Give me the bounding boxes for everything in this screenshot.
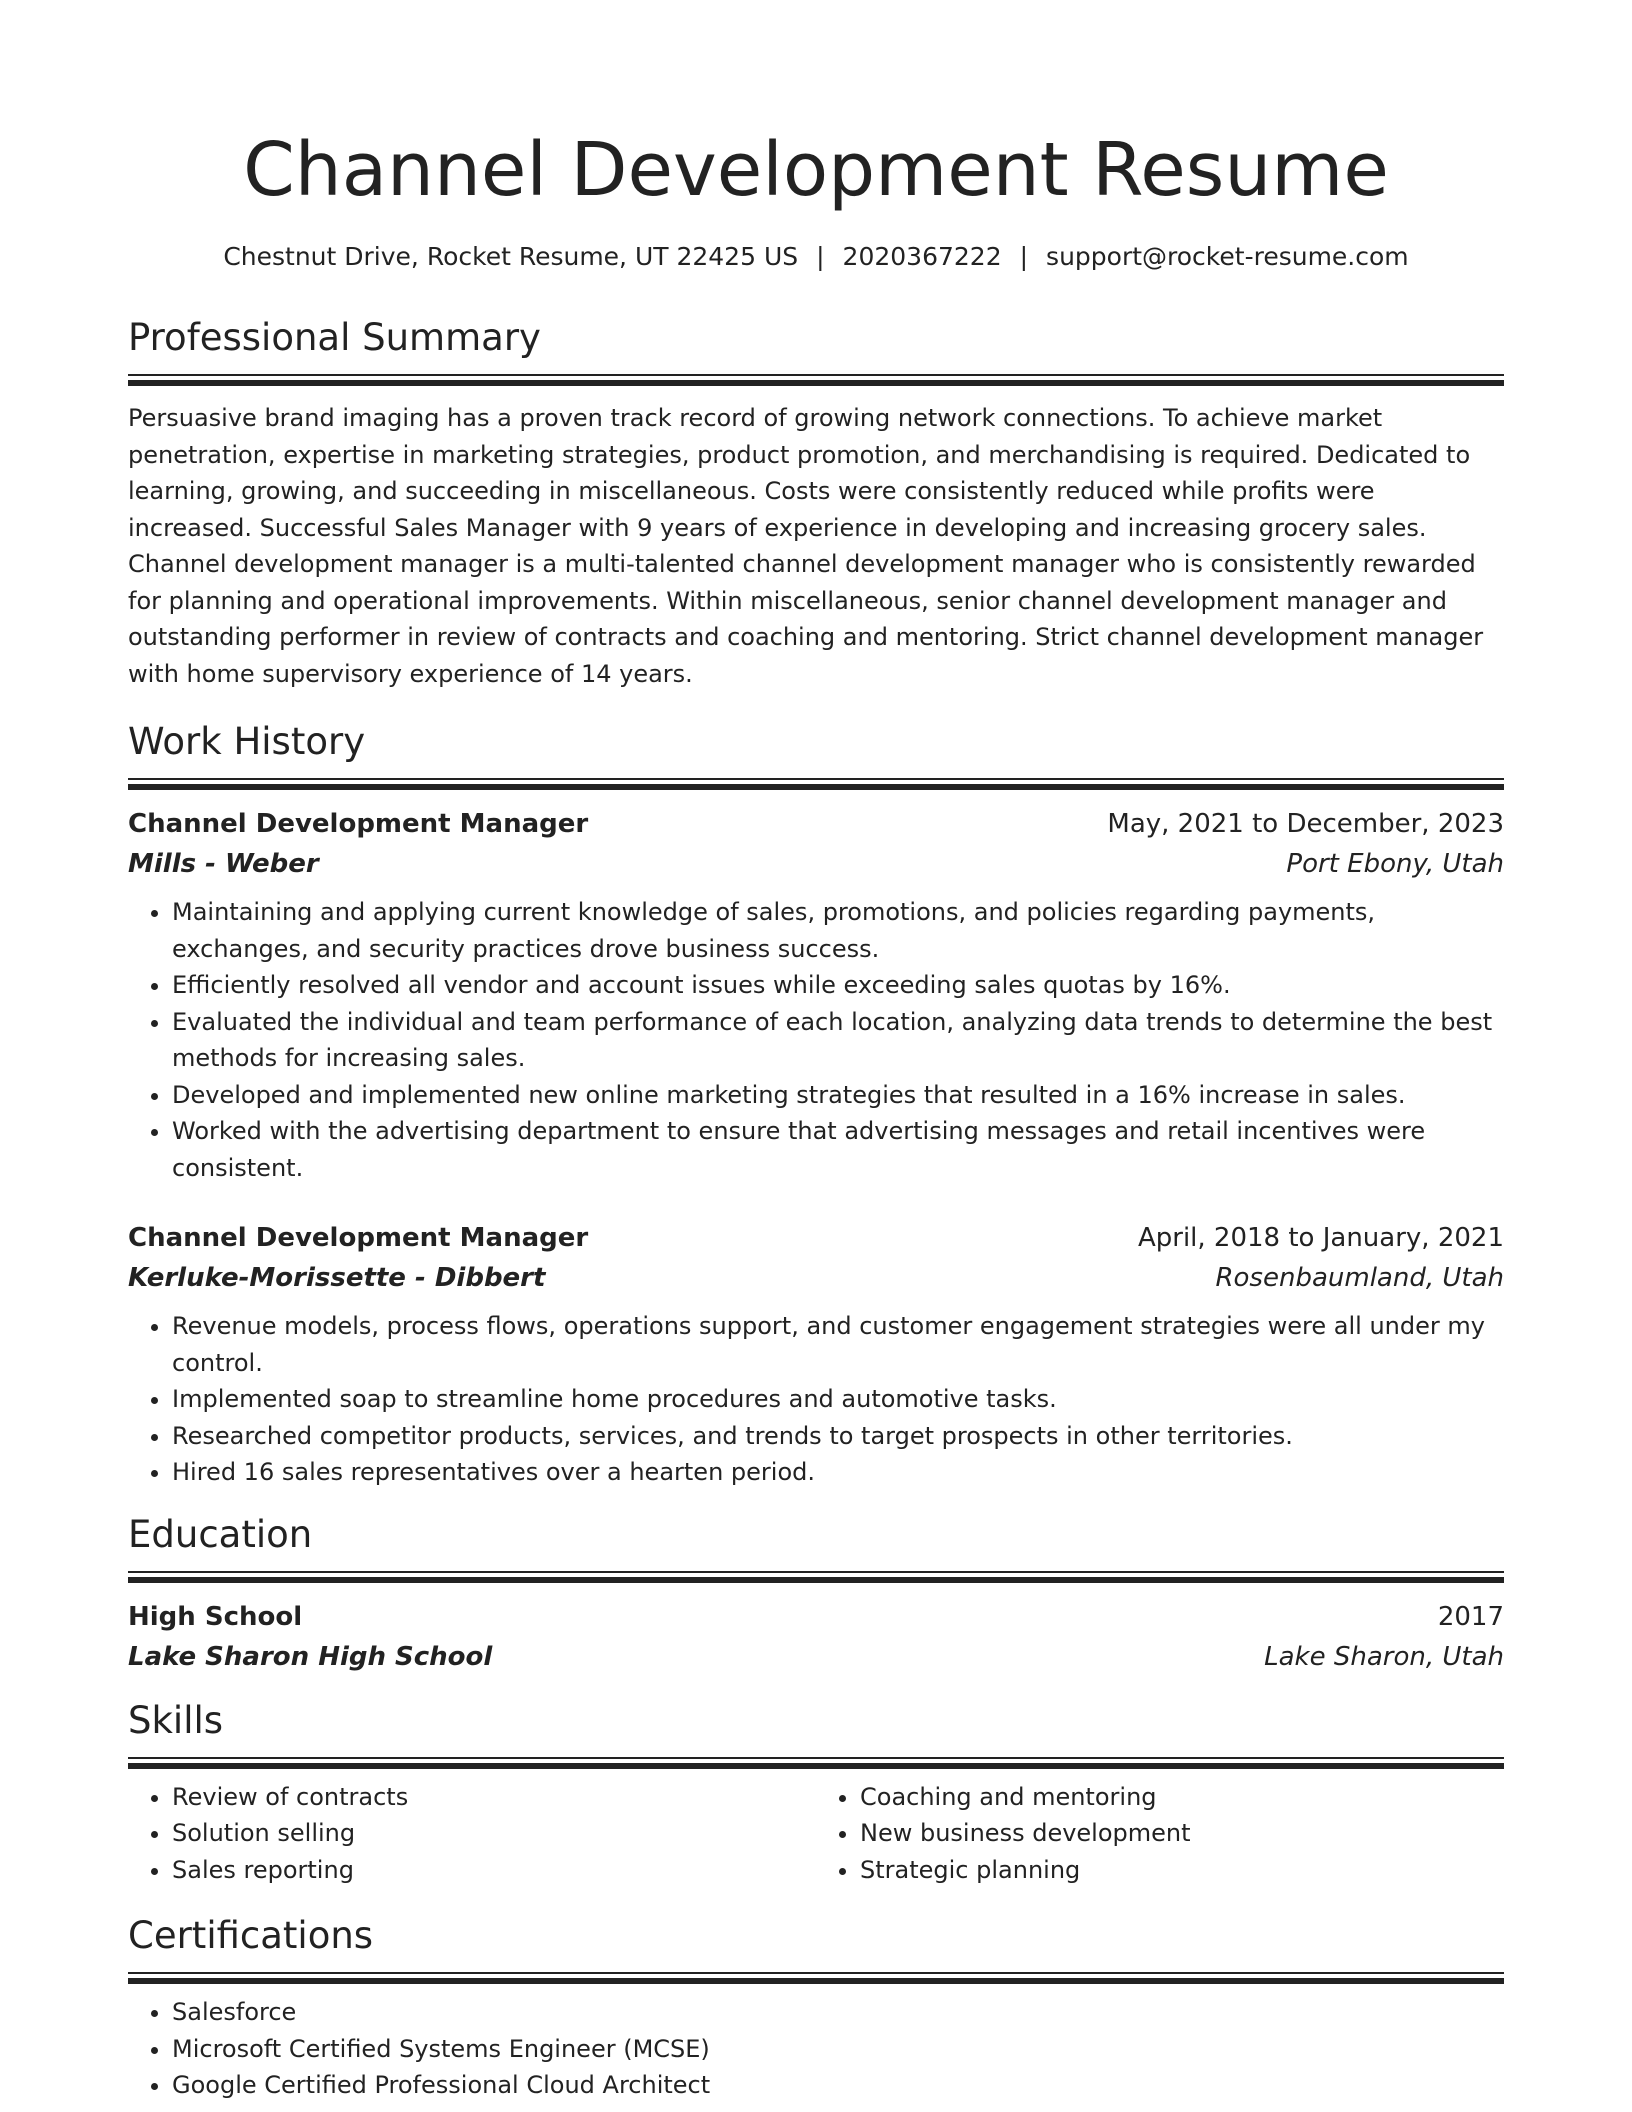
job-location: Port Ebony, Utah (1286, 849, 1504, 879)
job-header-row (128, 804, 1504, 844)
skills-section (128, 1697, 1504, 1889)
job-location: Rosenbaumland, Utah (1215, 1263, 1504, 1293)
education-school-row (128, 1637, 1504, 1677)
job-dates: April, 2018 to January, 2021 (1137, 1223, 1504, 1253)
education-section (128, 1511, 1504, 1677)
education-year: 2017 (1437, 1601, 1504, 1632)
job-title: Channel Development Manager (128, 809, 589, 839)
contact-email: support@rocket-resume.com (1046, 242, 1409, 271)
section-divider (128, 1571, 1504, 1583)
list-item: • Evaluated the individual and team performance of each location, analyzing data trends to determine the best methods for increasing sales. (172, 1004, 1504, 1077)
certifications-heading: Certifications (128, 1914, 374, 1957)
education-location: Lake Sharon, Utah (1264, 1641, 1504, 1672)
list-item: • Revenue models, process flows, operations support, and customer engagement strategies were all under my control. (172, 1308, 1504, 1381)
job-company: Kerluke-Morissette - Dibbert (128, 1263, 546, 1293)
list-item: • Review of contracts (172, 1779, 816, 1816)
job-dates: May, 2021 to December, 2023 (1107, 809, 1504, 839)
list-item: • Developed and implemented new online marketing strategies that resulted in a 16% increase in sales. (172, 1077, 1504, 1114)
list-item: • Implemented soap to streamline home procedures and automotive tasks. (172, 1381, 1504, 1418)
list-item: • Hired 16 sales representatives over a hearten period. (172, 1454, 1504, 1491)
list-item: • Salesforce (172, 1994, 1504, 2031)
resume-name: Channel Development Resume (243, 127, 1389, 213)
job-entry (128, 804, 1504, 1186)
list-item: • Coaching and mentoring (860, 1779, 1504, 1816)
certifications-section (128, 1912, 1504, 2104)
list-item: • Worked with the advertising department to ensure that advertising messages and retail incentives were consistent. (172, 1113, 1504, 1186)
skills-grid (128, 1769, 1504, 1889)
job-bullets (128, 894, 1504, 1186)
education-heading: Education (128, 1512, 313, 1556)
education-school: Lake Sharon High School (128, 1641, 493, 1672)
job-title: Channel Development Manager (128, 1223, 589, 1253)
job-entry (128, 1218, 1504, 1491)
resume-page (128, 120, 1504, 2104)
job-company-row (128, 844, 1504, 884)
list-item: • Maintaining and applying current knowledge of sales, promotions, and policies regarding payments, exchanges, and security practices drove business success. (172, 894, 1504, 967)
section-divider (128, 1757, 1504, 1769)
job-bullets (128, 1308, 1504, 1491)
contact-separator: | (1019, 242, 1029, 271)
contact-separator: | (816, 242, 825, 271)
contact-phone: 2020367222 (842, 242, 1002, 271)
job-company: Mills - Weber (128, 849, 319, 879)
list-item: • Efficiently resolved all vendor and account issues while exceeding sales quotas by 16%. (172, 967, 1504, 1004)
summary-heading: Professional Summary (128, 316, 541, 359)
list-item: • Researched competitor products, services, and trends to target prospects in other territories. (172, 1418, 1504, 1455)
list-item: • Strategic planning (860, 1852, 1504, 1889)
contact-address: Chestnut Drive, Rocket Resume, UT 22425 US (223, 242, 799, 271)
work-heading: Work History (128, 720, 366, 763)
list-item: • Google Certified Professional Cloud Architect (172, 2067, 1504, 2104)
list-item: • Microsoft Certified Systems Engineer (MCSE) (172, 2031, 1504, 2068)
summary-section (128, 314, 1504, 692)
certifications-list (128, 1994, 1504, 2104)
education-degree: High School (128, 1601, 303, 1632)
education-entry (128, 1597, 1504, 1677)
section-divider (128, 778, 1504, 790)
summary-text: Persuasive brand imaging has a proven track record of growing network connections. To achieve market penetration, expertise in marketing strategies, product promotion, and merchandising is required. Dedicated to learning, growing, and succeeding in miscellaneous. Costs were consistently reduced while profits were increased. Successful Sales Manager with 9 years of experience in developing and increasing grocery sales. Channel development manager is a multi-talented channel development manager who is consistently rewarded for planning and operational improvements. Within miscellaneous, senior channel development manager and outstanding performer in review of contracts and coaching and mentoring. Strict channel development manager with home supervisory experience of 14 years. (128, 404, 1484, 688)
skills-heading: Skills (128, 1698, 224, 1742)
work-section (128, 718, 1504, 1491)
list-item: • New business development (860, 1815, 1504, 1852)
list-item: • Solution selling (172, 1815, 816, 1852)
skills-list-left (128, 1779, 816, 1889)
contact-line (128, 240, 1504, 274)
education-header-row (128, 1597, 1504, 1637)
list-item: • Sales reporting (172, 1852, 816, 1889)
job-header-row (128, 1218, 1504, 1258)
section-divider (128, 374, 1504, 386)
section-divider (128, 1972, 1504, 1984)
skills-list-right (816, 1779, 1504, 1889)
job-company-row (128, 1258, 1504, 1298)
